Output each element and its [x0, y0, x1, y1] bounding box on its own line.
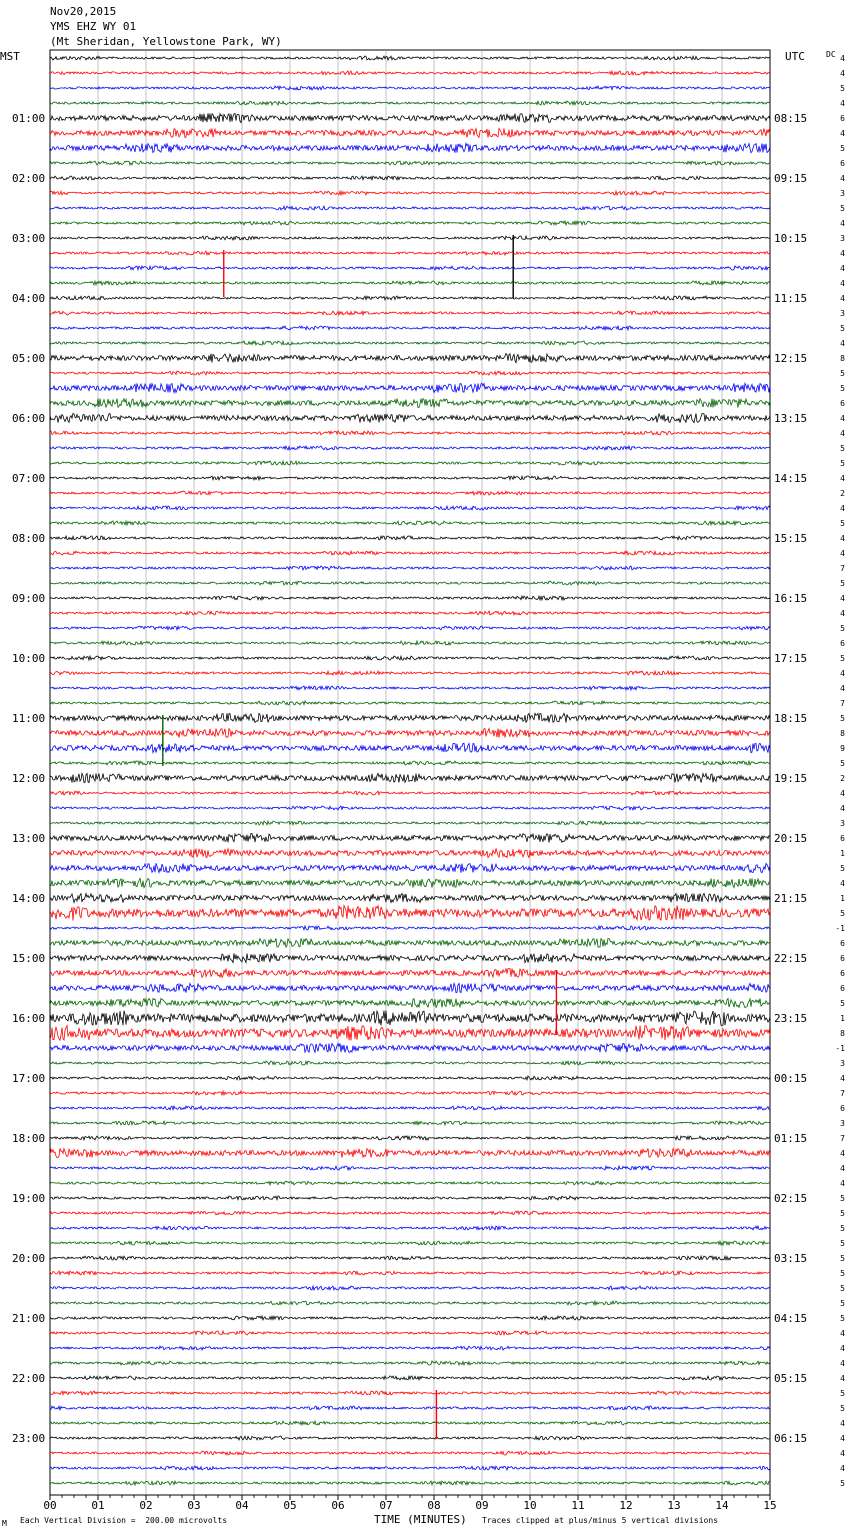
trace-line	[50, 1286, 770, 1290]
trace-line	[50, 551, 770, 555]
mst-hour-label: 11:00	[12, 712, 46, 725]
trace-line	[50, 821, 770, 825]
utc-hour-label: 04:15	[774, 1312, 808, 1325]
utc-hour-label: 20:15	[774, 832, 808, 845]
trace-line	[50, 701, 770, 705]
dc-offset-label: 4	[840, 429, 845, 438]
trace-line	[50, 221, 770, 225]
dc-offset-label: 5	[840, 759, 845, 768]
trace-line	[50, 1106, 770, 1110]
trace-line	[50, 491, 770, 495]
dc-offset-label: 4	[840, 1449, 845, 1458]
dc-offset-label: 6	[840, 399, 845, 408]
trace-line	[50, 743, 770, 752]
utc-hour-label: 12:15	[774, 352, 808, 365]
utc-hour-label: 05:15	[774, 1372, 808, 1385]
dc-offset-label: 5	[840, 84, 845, 93]
utc-hour-label: 16:15	[774, 592, 808, 605]
dc-offset-label: 2	[840, 774, 845, 783]
x-tick-label: 06	[331, 1499, 345, 1512]
plot-frame	[50, 50, 770, 1495]
dc-offset-label: 5	[840, 909, 845, 918]
utc-hour-label: 08:15	[774, 112, 808, 125]
trace-line	[50, 1011, 770, 1026]
dc-offset-label: 5	[840, 864, 845, 873]
dc-offset-label: 1	[840, 1014, 845, 1023]
trace-line	[50, 1076, 770, 1080]
x-tick-label: 08	[427, 1499, 441, 1512]
dc-offset-label: 4	[840, 1374, 845, 1383]
x-tick-label: 11	[571, 1499, 585, 1512]
trace-line	[50, 1181, 770, 1185]
dc-offset-label: 4	[840, 534, 845, 543]
utc-hour-label: 10:15	[774, 232, 808, 245]
trace-line	[50, 128, 770, 137]
trace-line	[50, 281, 770, 285]
dc-offset-label: 4	[840, 219, 845, 228]
trace-line	[50, 968, 770, 977]
dc-offset-label: 5	[840, 519, 845, 528]
trace-line	[50, 1391, 770, 1395]
trace-line	[50, 206, 770, 210]
trace-line	[50, 521, 770, 525]
dc-offset-label: 4	[840, 1344, 845, 1353]
dc-offset-label: 4	[840, 279, 845, 288]
trace-line	[50, 713, 770, 722]
dc-offset-label: 7	[840, 1089, 845, 1098]
x-tick-label: 09	[475, 1499, 489, 1512]
trace-line	[50, 848, 770, 857]
mst-hour-label: 13:00	[12, 832, 46, 845]
trace-line	[50, 1346, 770, 1350]
mst-hour-label: 03:00	[12, 232, 46, 245]
x-axis-title: TIME (MINUTES)	[374, 1513, 467, 1526]
mst-hour-label: 19:00	[12, 1192, 46, 1205]
dc-offset-label: 4	[840, 294, 845, 303]
dc-offset-label: 4	[840, 54, 845, 63]
utc-hour-label: 02:15	[774, 1192, 808, 1205]
utc-hour-label: 14:15	[774, 472, 808, 485]
trace-line	[50, 113, 770, 122]
trace-line	[50, 371, 770, 375]
trace-line	[50, 176, 770, 180]
trace-line	[50, 1451, 770, 1455]
dc-offset-label: 7	[840, 564, 845, 573]
mst-hour-label: 05:00	[12, 352, 46, 365]
utc-hour-label: 11:15	[774, 292, 808, 305]
dc-offset-label: 4	[840, 1164, 845, 1173]
dc-offset-label: 4	[840, 1179, 845, 1188]
trace-line	[50, 581, 770, 585]
dc-offset-label: 5	[840, 384, 845, 393]
dc-offset-label: 6	[840, 639, 845, 648]
utc-hour-label: 13:15	[774, 412, 808, 425]
dc-offset-label: 4	[840, 684, 845, 693]
dc-offset-label: 4	[840, 669, 845, 678]
dc-offset-label: 4	[840, 414, 845, 423]
trace-line	[50, 1196, 770, 1200]
utc-hour-label: 19:15	[774, 772, 808, 785]
trace-line	[50, 383, 770, 392]
x-tick-label: 01	[91, 1499, 105, 1512]
trace-line	[50, 161, 770, 165]
mst-hour-label: 14:00	[12, 892, 46, 905]
mst-hour-label: 20:00	[12, 1252, 46, 1265]
trace-line	[50, 399, 770, 408]
trace-line	[50, 506, 770, 510]
trace-line	[50, 596, 770, 600]
trace-line	[50, 1361, 770, 1365]
trace-line	[50, 476, 770, 480]
dc-offset-label: 5	[840, 1404, 845, 1413]
trace-line	[50, 1466, 770, 1470]
clip-note: Traces clipped at plus/minus 5 vertical divisions	[482, 1516, 719, 1525]
x-tick-label: 00	[43, 1499, 57, 1512]
trace-line	[50, 1211, 770, 1215]
station-code: YMS EHZ WY 01	[50, 20, 137, 33]
dc-offset-label: 4	[840, 129, 845, 138]
mst-hour-label: 06:00	[12, 412, 46, 425]
mst-hour-label: 04:00	[12, 292, 46, 305]
dc-offset-label: 5	[840, 444, 845, 453]
utc-hour-label: 15:15	[774, 532, 808, 545]
dc-offset-label: 6	[840, 114, 845, 123]
trace-line	[50, 1241, 770, 1245]
dc-offset-label: 4	[840, 609, 845, 618]
dc-offset-label: 4	[840, 1419, 845, 1428]
corner-mark: M	[2, 1519, 7, 1528]
dc-offset-label: 4	[840, 339, 845, 348]
dc-offset-label: 5	[840, 999, 845, 1008]
trace-line	[50, 56, 770, 60]
x-tick-label: 12	[619, 1499, 633, 1512]
dc-offset-label: 4	[840, 1149, 845, 1158]
trace-line	[50, 1121, 770, 1125]
trace-line	[50, 326, 770, 330]
dc-offset-label: 4	[840, 174, 845, 183]
dc-offset-label: 5	[840, 1194, 845, 1203]
trace-line	[50, 806, 770, 810]
trace-line	[50, 671, 770, 675]
trace-line	[50, 1406, 770, 1410]
dc-offset-label: 9	[840, 744, 845, 753]
trace-line	[50, 446, 770, 450]
utc-hour-label: 01:15	[774, 1132, 808, 1145]
dc-offset-label: 4	[840, 99, 845, 108]
mst-zone-label: MST	[0, 50, 20, 63]
trace-line	[50, 1481, 770, 1485]
mst-hour-label: 02:00	[12, 172, 46, 185]
dc-offset-label: 6	[840, 834, 845, 843]
dc-offset-label: 3	[840, 819, 845, 828]
dc-offset-label: 4	[840, 789, 845, 798]
dc-offset-label: 7	[840, 1134, 845, 1143]
dc-offset-label: 4	[840, 69, 845, 78]
dc-offset-label: 5	[840, 1224, 845, 1233]
dc-offset-label: 8	[840, 354, 845, 363]
dc-offset-label: 4	[840, 549, 845, 558]
x-tick-label: 15	[763, 1499, 777, 1512]
dc-offset-label: 5	[840, 1239, 845, 1248]
trace-line	[50, 431, 770, 435]
dc-offset-label: 5	[840, 624, 845, 633]
trace-line	[50, 1136, 770, 1140]
utc-hour-label: 17:15	[774, 652, 808, 665]
trace-line	[50, 938, 770, 947]
dc-offset-label: 4	[840, 1434, 845, 1443]
mst-hour-label: 18:00	[12, 1132, 46, 1145]
dc-offset-label: 1	[840, 894, 845, 903]
trace-line	[50, 773, 770, 782]
dc-offset-label: 5	[840, 1209, 845, 1218]
dc-offset-label: 5	[840, 204, 845, 213]
dc-offset-label: 3	[840, 189, 845, 198]
trace-line	[50, 566, 770, 570]
trace-line	[50, 296, 770, 300]
dc-offset-label: 5	[840, 714, 845, 723]
dc-offset-label: 5	[840, 144, 845, 153]
dc-offset-label: 4	[840, 264, 845, 273]
trace-line	[50, 341, 770, 345]
utc-hour-label: 23:15	[774, 1012, 808, 1025]
trace-line	[50, 863, 770, 872]
dc-offset-label: 5	[840, 369, 845, 378]
dc-offset-label: 5	[840, 1479, 845, 1488]
trace-line	[50, 1026, 770, 1041]
trace-line	[50, 983, 770, 992]
dc-offset-label: 5	[840, 654, 845, 663]
trace-line	[50, 761, 770, 765]
trace-line	[50, 1226, 770, 1230]
mst-hour-label: 22:00	[12, 1372, 46, 1385]
dc-offset-label: 6	[840, 939, 845, 948]
trace-line	[50, 1301, 770, 1305]
mst-hour-label: 07:00	[12, 472, 46, 485]
dc-offset-label: 5	[840, 324, 845, 333]
dc-offset-label: 6	[840, 159, 845, 168]
scale-note: Each Vertical Division = 200.00 microvolts	[20, 1516, 228, 1525]
trace-line	[50, 1043, 770, 1052]
dc-offset-label: 6	[840, 954, 845, 963]
mst-hour-label: 01:00	[12, 112, 46, 125]
mst-hour-label: 17:00	[12, 1072, 46, 1085]
trace-line	[50, 926, 770, 930]
dc-offset-label: 8	[840, 729, 845, 738]
dc-offset-label: 5	[840, 1254, 845, 1263]
trace-line	[50, 641, 770, 645]
dc-offset-label: 4	[840, 879, 845, 888]
dc-offset-label: 4	[840, 1074, 845, 1083]
dc-offset-label: 3	[840, 1119, 845, 1128]
utc-hour-label: 22:15	[774, 952, 808, 965]
utc-hour-label: 21:15	[774, 892, 808, 905]
x-tick-label: 04	[235, 1499, 249, 1512]
dc-offset-label: 6	[840, 984, 845, 993]
trace-line	[50, 1271, 770, 1275]
dc-offset-label: 3	[840, 1059, 845, 1068]
dc-offset-label: 4	[840, 1359, 845, 1368]
dc-offset-label: -1	[835, 924, 845, 933]
trace-line	[50, 413, 770, 422]
trace-line	[50, 1421, 770, 1425]
trace-line	[50, 1166, 770, 1170]
mst-hour-label: 15:00	[12, 952, 46, 965]
mst-hour-label: 08:00	[12, 532, 46, 545]
utc-hour-label: 00:15	[774, 1072, 808, 1085]
trace-line	[50, 1376, 770, 1380]
trace-line	[50, 906, 770, 921]
trace-line	[50, 878, 770, 887]
station-location: (Mt Sheridan, Yellowstone Park, WY)	[50, 35, 282, 48]
dc-offset-label: 4	[840, 249, 845, 258]
x-tick-label: 07	[379, 1499, 393, 1512]
trace-line	[50, 1436, 770, 1440]
trace-line	[50, 893, 770, 902]
dc-offset-label: 1	[840, 849, 845, 858]
dc-offset-label: 4	[840, 594, 845, 603]
trace-line	[50, 101, 770, 105]
trace-line	[50, 266, 770, 270]
dc-offset-label: 4	[840, 474, 845, 483]
x-tick-label: 05	[283, 1499, 297, 1512]
trace-line	[50, 536, 770, 540]
mst-hour-label: 09:00	[12, 592, 46, 605]
dc-offset-label: 3	[840, 309, 845, 318]
dc-offset-label: 5	[840, 1314, 845, 1323]
trace-line	[50, 143, 770, 152]
mst-hour-label: 16:00	[12, 1012, 46, 1025]
trace-line	[50, 611, 770, 615]
dc-offset-label: 3	[840, 234, 845, 243]
dc-offset-label: 5	[840, 1284, 845, 1293]
dc-offset-label: 5	[840, 1299, 845, 1308]
trace-line	[50, 1331, 770, 1335]
trace-line	[50, 311, 770, 315]
dc-offset-label: 2	[840, 489, 845, 498]
trace-line	[50, 251, 770, 255]
utc-hour-label: 03:15	[774, 1252, 808, 1265]
x-tick-label: 10	[523, 1499, 537, 1512]
utc-hour-label: 06:15	[774, 1432, 808, 1445]
dc-offset-label: 5	[840, 1389, 845, 1398]
trace-line	[50, 686, 770, 690]
mst-hour-label: 12:00	[12, 772, 46, 785]
trace-line	[50, 71, 770, 75]
dc-offset-label: -1	[835, 1044, 845, 1053]
dc-offset-label: 6	[840, 969, 845, 978]
dc-offset-label: 4	[840, 804, 845, 813]
trace-line	[50, 461, 770, 465]
dc-offset-label: 4	[840, 1464, 845, 1473]
trace-line	[50, 791, 770, 795]
dc-offset-label: 5	[840, 459, 845, 468]
trace-line	[50, 1091, 770, 1095]
mst-hour-label: 23:00	[12, 1432, 46, 1445]
trace-line	[50, 1256, 770, 1260]
dc-offset-label: 7	[840, 699, 845, 708]
dc-offset-label: 6	[840, 1104, 845, 1113]
trace-line	[50, 833, 770, 842]
dc-offset-label: 4	[840, 504, 845, 513]
utc-zone-label: UTC	[785, 50, 805, 63]
trace-line	[50, 998, 770, 1007]
trace-line	[50, 626, 770, 630]
utc-hour-label: 09:15	[774, 172, 808, 185]
utc-hour-label: 18:15	[774, 712, 808, 725]
trace-line	[50, 1148, 770, 1157]
trace-line	[50, 656, 770, 660]
mst-hour-label: 21:00	[12, 1312, 46, 1325]
trace-line	[50, 1061, 770, 1065]
x-tick-label: 02	[139, 1499, 153, 1512]
trace-line	[50, 86, 770, 90]
trace-line	[50, 191, 770, 195]
x-tick-label: 13	[667, 1499, 681, 1512]
x-tick-label: 03	[187, 1499, 201, 1512]
trace-line	[50, 354, 770, 363]
dc-offset-label: 4	[840, 1329, 845, 1338]
dc-offset-label: 5	[840, 1269, 845, 1278]
dc-label: DC	[826, 50, 836, 59]
trace-line	[50, 236, 770, 240]
trace-line	[50, 1316, 770, 1320]
mst-hour-label: 10:00	[12, 652, 46, 665]
trace-line	[50, 953, 770, 962]
x-tick-label: 14	[715, 1499, 729, 1512]
plot-date: Nov20,2015	[50, 5, 117, 18]
dc-offset-label: 5	[840, 579, 845, 588]
dc-offset-label: 8	[840, 1029, 845, 1038]
trace-line	[50, 729, 770, 738]
